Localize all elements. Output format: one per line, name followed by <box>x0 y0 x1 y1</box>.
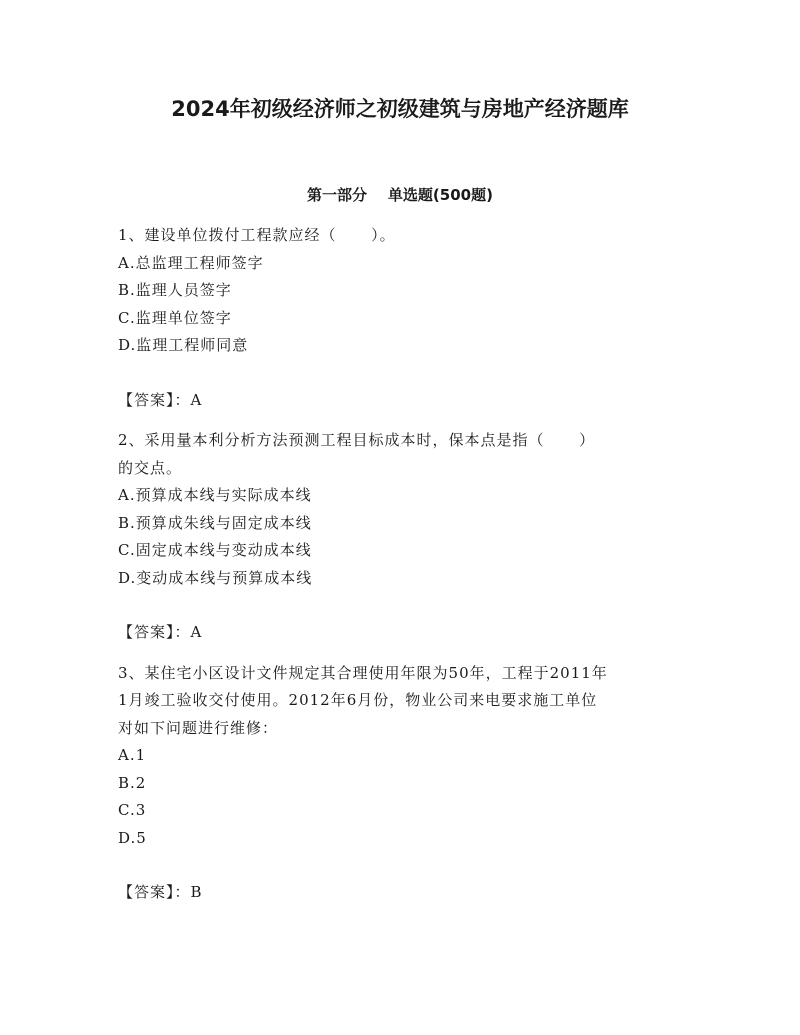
question-stem-continued: 对如下问题进行维修： <box>118 718 279 737</box>
option-d: D.变动成本线与预算成本线 <box>118 568 313 587</box>
answer-line: 【答案】：A <box>118 623 203 641</box>
option-list <box>118 482 678 592</box>
option-b: B.2 <box>118 773 147 792</box>
question-stem: 1、建设单位拨付工程款应经（ ）。 <box>118 226 396 244</box>
option-d: D.5 <box>118 828 147 847</box>
answer-line: 【答案】：B <box>118 883 203 901</box>
option-a: A.1 <box>118 746 147 764</box>
spacer <box>118 852 678 879</box>
question-1 <box>118 222 678 427</box>
option-list <box>118 742 678 852</box>
option-a: A.预算成本线与实际成本线 <box>118 486 312 504</box>
option-list <box>118 250 678 360</box>
option-c: C.3 <box>118 801 147 819</box>
option-b: B.监理人员签字 <box>118 281 232 299</box>
option-a: A.总监理工程师签字 <box>118 253 264 272</box>
question-3 <box>118 660 678 907</box>
spacer <box>118 414 678 427</box>
question-list <box>118 222 678 907</box>
question-stem: 3、某住宅小区设计文件规定其合理使用年限为50年，工程于2011年 <box>118 663 608 682</box>
question-2 <box>118 427 678 660</box>
option-c: C.监理单位签字 <box>118 308 232 327</box>
option-b: B.预算成朱线与固定成本线 <box>118 513 312 532</box>
question-stem-continued: 1月竣工验收交付使用。2012年6月份，物业公司来电要求施工单位 <box>118 691 598 709</box>
option-d: D.监理工程师同意 <box>118 336 249 354</box>
document-title: 2024年初级经济师之初级建筑与房地产经济题库 <box>171 97 629 121</box>
question-stem-continued: 的交点。 <box>118 458 183 477</box>
option-c: C.固定成本线与变动成本线 <box>118 541 312 559</box>
question-stem: 2、采用量本利分析方法预测工程目标成本时，保本点是指（ ） <box>118 431 596 449</box>
spacer <box>118 360 678 387</box>
answer-line: 【答案】：A <box>118 390 203 409</box>
spacer <box>118 592 678 619</box>
spacer <box>118 647 678 660</box>
section-title: 第一部分 单选题(500题) <box>307 186 493 204</box>
